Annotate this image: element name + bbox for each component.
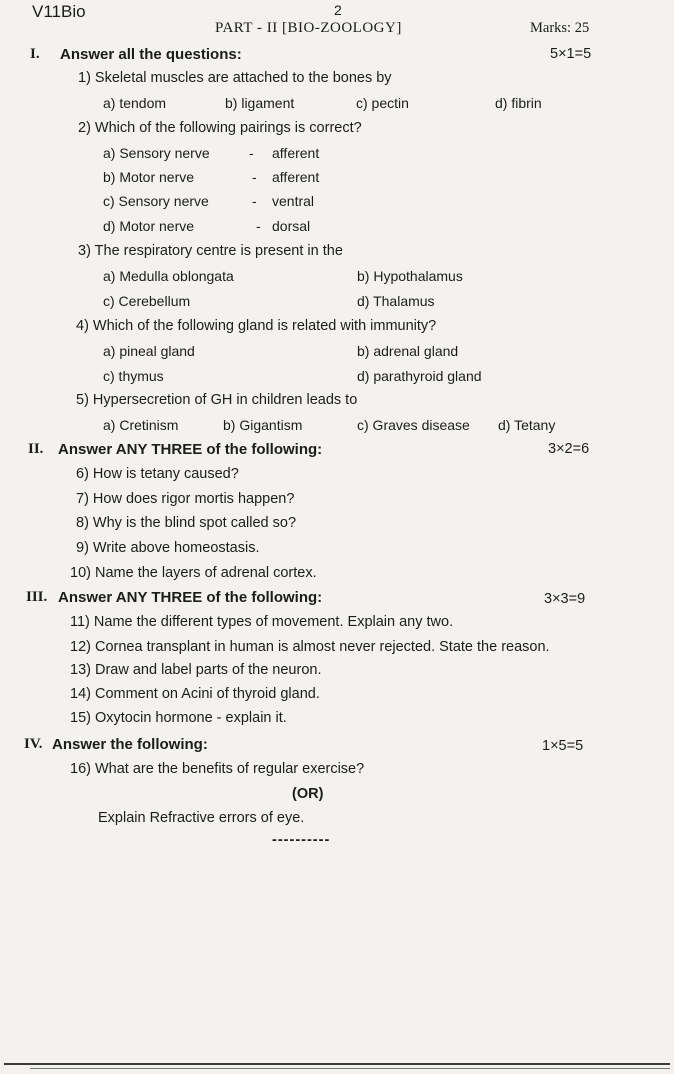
question-2: 2) Which of the following pairings is correct? — [78, 120, 362, 136]
q4-option-d: d) parathyroid gland — [357, 368, 482, 384]
q2-option-b-left: b) Motor nerve — [103, 169, 195, 185]
question-1: 1) Skeletal muscles are attached to the bones by — [78, 70, 392, 86]
question-6: 6) How is tetany caused? — [76, 466, 239, 482]
question-9: 9) Write above homeostasis. — [76, 540, 260, 556]
section-2-marks: 3×2=6 — [548, 441, 590, 457]
q5-option-d: d) Tetany — [498, 417, 556, 433]
q2-option-a-left: a) Sensory nerve — [103, 145, 210, 161]
q2-option-c-right: ventral — [272, 193, 315, 209]
q1-option-b: b) ligament — [225, 95, 295, 111]
question-4: 4) Which of the following gland is related with immunity? — [76, 318, 437, 334]
q5-option-c: c) Graves disease — [357, 417, 470, 433]
q3-option-c: c) Cerebellum — [103, 293, 191, 309]
page-bottom-border — [4, 1063, 670, 1065]
q3-option-d: d) Thalamus — [357, 293, 435, 309]
question-3: 3) The respiratory centre is present in the — [78, 243, 343, 259]
section-3-marks: 3×3=9 — [544, 591, 586, 607]
question-16-alternative: Explain Refractive errors of eye. — [98, 810, 305, 826]
q1-option-c: c) pectin — [356, 95, 409, 111]
q4-option-b: b) adrenal gland — [357, 343, 459, 359]
question-11: 11) Name the different types of movement. Explain any two. — [70, 614, 454, 630]
q2-option-a-right: afferent — [272, 145, 320, 161]
q2-option-b-dash: - — [252, 169, 257, 185]
q4-option-c: c) thymus — [103, 368, 164, 384]
question-8: 8) Why is the blind spot called so? — [76, 515, 297, 531]
section-1-number: I. — [30, 46, 40, 62]
question-7: 7) How does rigor mortis happen? — [76, 491, 295, 507]
page-bottom-border-inner — [30, 1068, 670, 1069]
section-4-marks: 1×5=5 — [542, 738, 584, 754]
page-number: 2 — [334, 2, 342, 18]
section-1-title: Answer all the questions: — [60, 46, 242, 63]
section-3-title: Answer ANY THREE of the following: — [58, 589, 323, 606]
q2-option-b-right: afferent — [272, 169, 320, 185]
section-3-number: III. — [26, 589, 48, 605]
q5-option-b: b) Gigantism — [223, 417, 303, 433]
question-14: 14) Comment on Acini of thyroid gland. — [70, 686, 320, 702]
total-marks: Marks: 25 — [530, 20, 590, 36]
section-4-number: IV. — [24, 736, 43, 752]
q2-option-d-left: d) Motor nerve — [103, 218, 195, 234]
question-5: 5) Hypersecretion of GH in children leads to — [76, 392, 358, 408]
paper-code: V11Bio — [32, 2, 86, 21]
section-2-title: Answer ANY THREE of the following: — [58, 441, 323, 458]
end-marker: ---------- — [272, 832, 331, 848]
q2-option-a-dash: - — [249, 145, 254, 161]
q1-option-d: d) fibrin — [495, 95, 542, 111]
q3-option-b: b) Hypothalamus — [357, 268, 463, 284]
or-label: (OR) — [292, 786, 324, 802]
q1-option-a: a) tendom — [103, 95, 167, 111]
q2-option-c-left: c) Sensory nerve — [103, 193, 209, 209]
q5-option-a: a) Cretinism — [103, 417, 179, 433]
section-2-number: II. — [28, 441, 44, 457]
q2-option-d-right: dorsal — [272, 218, 311, 234]
q2-option-c-dash: - — [252, 193, 257, 209]
q3-option-a: a) Medulla oblongata — [103, 268, 234, 284]
section-1-marks: 5×1=5 — [550, 46, 592, 62]
question-10: 10) Name the layers of adrenal cortex. — [70, 565, 317, 581]
q2-option-d-dash: - — [256, 218, 261, 234]
question-13: 13) Draw and label parts of the neuron. — [70, 662, 322, 678]
question-16: 16) What are the benefits of regular exercise? — [70, 761, 365, 777]
section-4-title: Answer the following: — [52, 736, 208, 753]
part-title: PART - II [BIO-ZOOLOGY] — [215, 20, 402, 36]
q4-option-a: a) pineal gland — [103, 343, 195, 359]
question-15: 15) Oxytocin hormone - explain it. — [70, 710, 287, 726]
question-12: 12) Cornea transplant in human is almost never rejected. State the reason. — [70, 639, 550, 655]
